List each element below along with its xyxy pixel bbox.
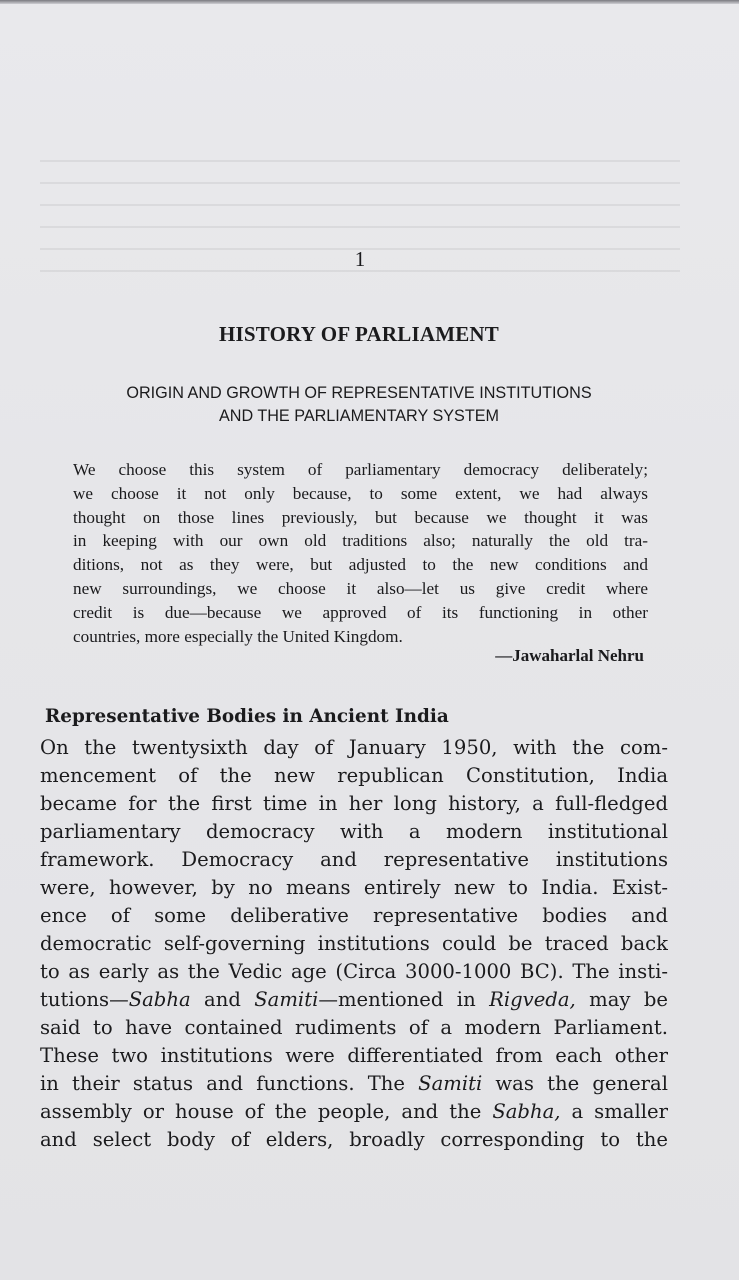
body-line: said to have contained rudiments of a modern Parliament. bbox=[40, 1016, 668, 1039]
text-run: tutions— bbox=[40, 988, 129, 1011]
body-line bbox=[40, 986, 668, 1014]
text-run: —mentioned in bbox=[318, 988, 490, 1011]
text-run: and bbox=[190, 988, 255, 1011]
italic-term-rigveda: Rigveda, bbox=[489, 988, 576, 1011]
section-heading: Representative Bodies in Ancient India bbox=[45, 706, 449, 727]
chapter-title: HISTORY OF PARLIAMENT bbox=[219, 322, 499, 346]
quote-line: We choose this system of parliamentary democracy deliberately; bbox=[73, 460, 648, 479]
text-run: was the general bbox=[482, 1072, 668, 1095]
quote-line: countries, more especially the United Kingdom. bbox=[73, 626, 403, 646]
quote-line: we choose it not only because, to some extent, we had always bbox=[73, 483, 648, 503]
body-line: These two institutions were differentiated from each other bbox=[40, 1044, 668, 1067]
body-line: parliamentary democracy with a modern institutional bbox=[40, 820, 668, 843]
text-run: assembly or house of the people, and the bbox=[40, 1100, 493, 1123]
body-line: ence of some deliberative representative bodies and bbox=[40, 904, 668, 927]
page-top-edge bbox=[0, 0, 739, 4]
body-line: mencement of the new republican Constitution, India bbox=[40, 764, 668, 787]
body-line: On the twentysixth day of January 1950, with the com- bbox=[40, 736, 668, 759]
italic-term-sabha: Sabha, bbox=[492, 1100, 561, 1123]
body-line: framework. Democracy and representative institutions bbox=[40, 848, 668, 871]
subtitle-line: AND THE PARLIAMENTARY SYSTEM bbox=[218, 407, 500, 425]
page-number: 1 bbox=[354, 247, 366, 271]
quote-attribution: —Jawaharlal Nehru bbox=[495, 646, 644, 665]
body-line: to as early as the Vedic age (Circa 3000-1000 BC). The insti- bbox=[40, 960, 668, 983]
body-line: democratic self-governing institutions could be traced back bbox=[40, 932, 668, 955]
italic-term-samiti: Samiti bbox=[418, 1072, 483, 1095]
subtitle-line: ORIGIN AND GROWTH OF REPRESENTATIVE INSTITUTIONS bbox=[126, 384, 592, 402]
text-run: may be bbox=[575, 988, 668, 1011]
quote-line: thought on those lines previously, but because we thought it was bbox=[73, 507, 648, 527]
body-line bbox=[40, 1070, 668, 1098]
body-line bbox=[40, 1098, 668, 1126]
quote-line: ditions, not as they were, but adjusted to the new conditions and bbox=[73, 555, 648, 575]
text-run: in their status and functions. The bbox=[40, 1072, 419, 1095]
quote-line: credit is due—because we approved of its functioning in other bbox=[73, 602, 648, 622]
italic-term-sabha: Sabha bbox=[128, 988, 191, 1011]
epigraph-quote bbox=[73, 458, 648, 648]
quote-line: new surroundings, we choose it also—let us give credit where bbox=[73, 578, 648, 598]
quote-line: in keeping with our own old traditions also; naturally the old tra- bbox=[73, 531, 648, 551]
chapter-subtitle bbox=[40, 382, 678, 428]
body-paragraph bbox=[40, 734, 668, 1154]
body-line: and select body of elders, broadly corresponding to the bbox=[40, 1128, 668, 1151]
text-run: a smaller bbox=[560, 1100, 668, 1123]
body-line: became for the first time in her long history, a full-fledged bbox=[40, 792, 668, 815]
italic-term-samiti: Samiti bbox=[254, 988, 319, 1011]
body-line: were, however, by no means entirely new to India. Exist- bbox=[40, 876, 668, 899]
